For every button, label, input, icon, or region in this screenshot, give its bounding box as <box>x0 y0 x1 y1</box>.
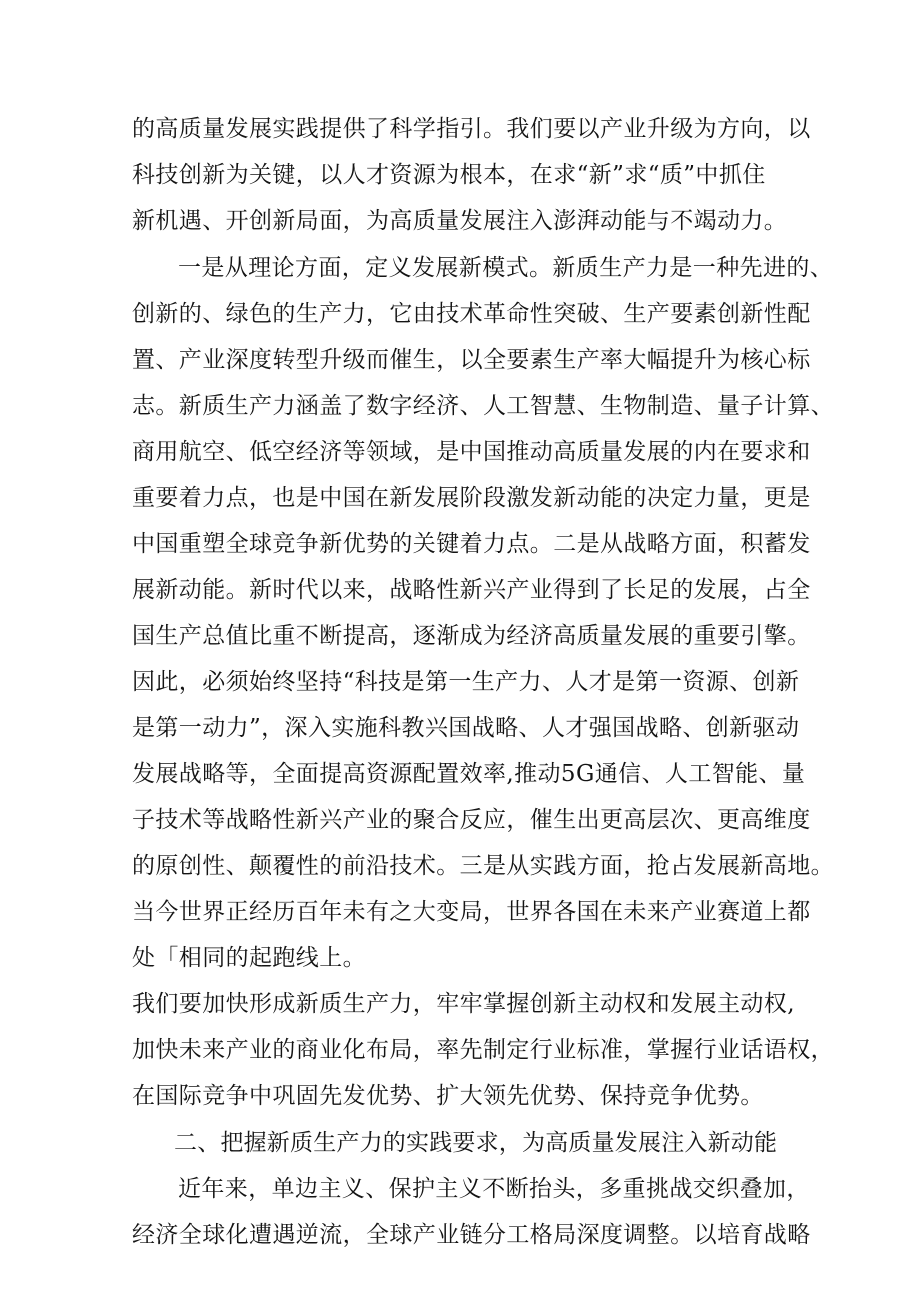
text-line: 是第一动力”，深入实施科教兴国战略、人才强国战略、创新驱动 <box>132 715 800 741</box>
text-line: 加快未来产业的商业化布局，率先制定行业标准，掌握行业话语权， <box>132 1037 834 1063</box>
text-line: 国生产总值比重不断提高，逐渐成为经济高质量发展的重要引擎。 <box>132 623 811 649</box>
text-line: 因此，必须始终坚持“科技是第一生产力、人才是第一资源、创新 <box>132 669 800 695</box>
text-line: 的高质量发展实践提供了科学指引。我们要以产业升级为方向，以 <box>132 116 811 142</box>
text-line: 创新的、绿色的生产力，它由技术革命性突破、生产要素创新性配 <box>132 301 811 327</box>
text-line: 当今世界正经历百年未有之大变局，世界各国在未来产业赛道上都 <box>132 899 811 925</box>
text-line: 子技术等战略性新兴产业的聚合反应，催生出更高层次、更高维度 <box>132 807 811 833</box>
text-line: 置、产业深度转型升级而催生，以全要素生产率大幅提升为核心标 <box>132 347 811 373</box>
section-heading: 二、把握新质生产力的实践要求，为高质量发展注入新动能 <box>174 1130 778 1156</box>
text-line: 商用航空、低空经济等领域，是中国推动高质量发展的内在要求和 <box>132 439 811 465</box>
text-line: 重要着力点，也是中国在新发展阶段激发新动能的决定力量，更是 <box>132 485 811 511</box>
text-line: 新机遇、开创新局面，为高质量发展注入澎湃动能与不竭动力。 <box>132 208 788 234</box>
text-line: 经济全球化遭遇逆流，全球产业链分工格局深度调整。以培育战略 <box>132 1222 811 1248</box>
text-line: 处「相同的起跑线上。 <box>132 945 366 971</box>
text-line: 在国际竞争中巩固先发优势、扩大领先优势、保持竞争优势。 <box>132 1083 764 1109</box>
text-line: 中国重塑全球竞争新优势的关键着力点。二是从战略方面，积蓄发 <box>132 531 811 557</box>
text-line: 展新动能。新时代以来，战略性新兴产业得到了长足的发展，占全 <box>132 577 811 603</box>
text-line: 科技创新为关键，以人才资源为根本，在求“新”求“质”中抓住 <box>132 162 766 188</box>
paragraph-start-line: 近年来，单边主义、保护主义不断抬头，多重挑战交织叠加， <box>178 1176 810 1202</box>
text-line: 我们要加快形成新质生产力，牢牢掌握创新主动权和发展主动权, <box>132 991 795 1017</box>
text-line: 志。新质生产力涵盖了数字经济、人工智慧、生物制造、量子计算、 <box>132 393 834 419</box>
paragraph-start-line: 一是从理论方面，定义发展新模式。新质生产力是一种先进的、 <box>178 255 834 281</box>
text-line: 的原创性、颠覆性的前沿技术。三是从实践方面，抢占发展新高地。 <box>132 853 834 879</box>
text-line: 发展战略等，全面提高资源配置效率,推动5G通信、人工智能、量 <box>132 761 806 787</box>
